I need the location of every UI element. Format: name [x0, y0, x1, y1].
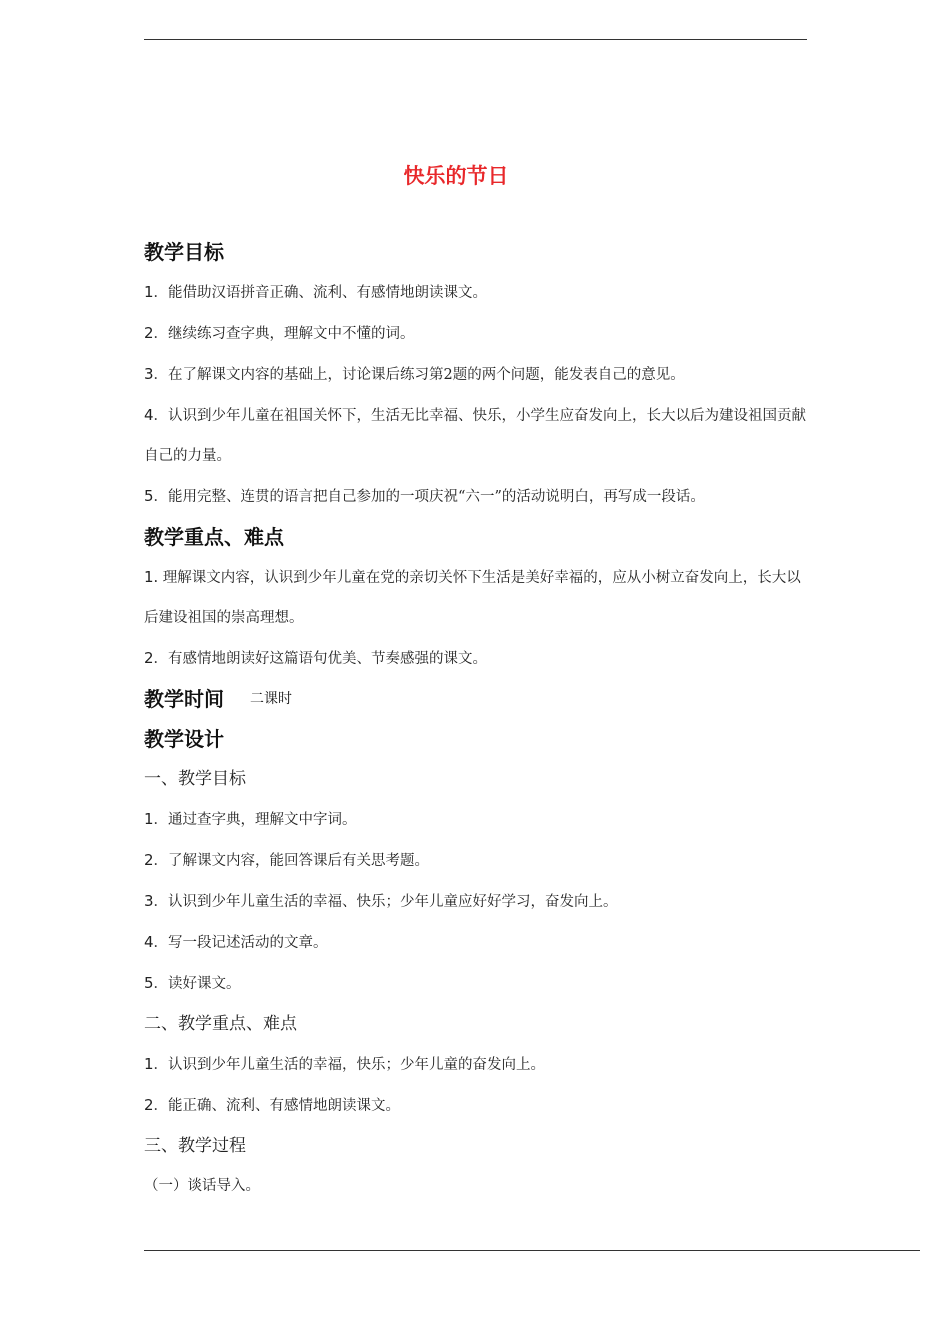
- footer-rule: [144, 1250, 920, 1251]
- design-key-point-item: 2．能正确、流利、有感情地朗读课文。: [144, 1096, 401, 1114]
- design-goal-item: 5．读好课文。: [144, 974, 241, 992]
- section-heading-time: 教学时间 二课时: [144, 687, 292, 711]
- design-part3-heading: 三、教学过程: [144, 1136, 246, 1156]
- teaching-time-value: 二课时: [250, 691, 292, 707]
- process-step: （一）谈话导入。: [144, 1178, 260, 1194]
- goal-item: 5．能用完整、连贯的语言把自己参加的一项庆祝“六一”的活动说明白，再写成一段话。: [144, 487, 705, 505]
- design-goal-item: 3．认识到少年儿童生活的幸福、快乐；少年儿童应好好学习，奋发向上。: [144, 892, 618, 910]
- goal-item: 3．在了解课文内容的基础上，讨论课后练习第2题的两个问题，能发表自己的意见。: [144, 365, 685, 383]
- section-heading-design: 教学设计: [144, 727, 224, 751]
- document-title: 快乐的节日: [403, 164, 509, 188]
- section-heading-goals: 教学目标: [144, 240, 224, 264]
- key-point-item: 1. 理解课文内容，认识到少年儿童在党的亲切关怀下生活是美好幸福的，应从小树立奋发向上，长大以后建设祖国的崇高理想。: [144, 568, 801, 626]
- design-goal-item: 4．写一段记述活动的文章。: [144, 933, 328, 951]
- header-rule: [144, 39, 807, 40]
- document-body: [144, 232, 808, 1206]
- key-point-item: 2．有感情地朗读好这篇语句优美、节奏感强的课文。: [144, 649, 488, 667]
- design-key-point-item: 1．认识到少年儿童生活的幸福，快乐；少年儿童的奋发向上。: [144, 1055, 546, 1073]
- design-part1-heading: 一、教学目标: [144, 769, 246, 789]
- goal-item: 1．能借助汉语拼音正确、流利、有感情地朗读课文。: [144, 283, 488, 301]
- goal-item: 4．认识到少年儿童在祖国关怀下，生活无比幸福、快乐，小学生应奋发向上，长大以后为建设祖国贡献自己的力量。: [144, 406, 807, 464]
- design-part2-heading: 二、教学重点、难点: [144, 1014, 297, 1034]
- design-goal-item: 2．了解课文内容，能回答课后有关思考题。: [144, 851, 430, 869]
- section-heading-key-points: 教学重点、难点: [144, 525, 284, 549]
- goal-item: 2．继续练习查字典，理解文中不懂的词。: [144, 324, 415, 342]
- design-goal-item: 1．通过查字典，理解文中字词。: [144, 810, 357, 828]
